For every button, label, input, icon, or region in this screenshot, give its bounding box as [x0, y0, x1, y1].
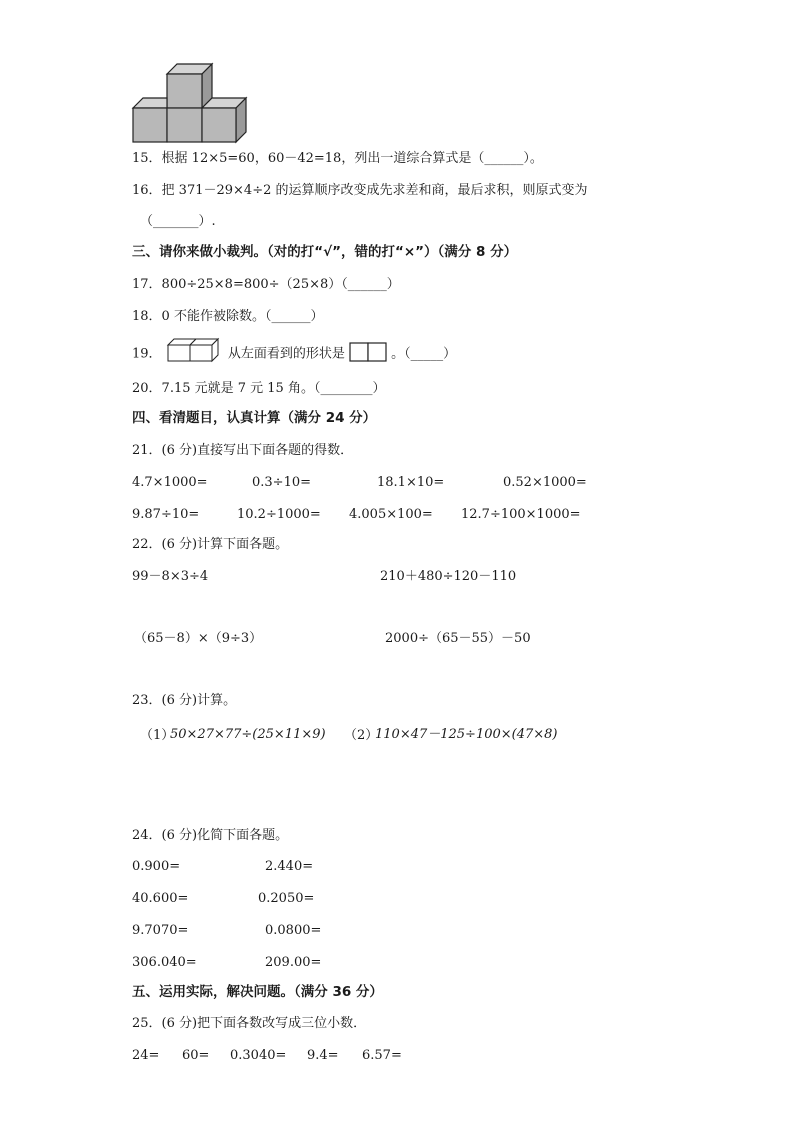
- section-5-heading: 五、运用实际，解决问题。（满分 36 分）: [132, 984, 383, 1000]
- question-16-line2: （_______）.: [140, 214, 216, 229]
- q23-expression-2: 110×47－125÷100×(47×8): [375, 727, 558, 742]
- two-cubes-figure: [166, 337, 224, 363]
- q24-item: 40.600=: [132, 891, 189, 906]
- question-15: 15．根据 12×5=60，60－42=18，列出一道综合算式是（______）。: [132, 151, 543, 166]
- left-view-shape: [349, 342, 387, 362]
- stacked-cubes-figure: [130, 62, 250, 144]
- q22-item: （65－8）×（9÷3）: [134, 631, 263, 646]
- q22-item: 2000÷（65－55）－50: [385, 631, 531, 646]
- q21-item: 10.2÷1000=: [237, 507, 321, 522]
- question-24: 24．(6 分)化简下面各题。: [132, 828, 289, 843]
- q23-label-2: （2）: [344, 728, 379, 743]
- q21-item: 4.005×100=: [349, 507, 433, 522]
- question-17: 17．800÷25×8=800÷（25×8）（______）: [132, 277, 400, 292]
- q23-label-1: （1）: [140, 728, 175, 743]
- question-20: 20．7.15 元就是 7 元 15 角。（________）: [132, 381, 386, 396]
- question-22: 22．(6 分)计算下面各题。: [132, 537, 289, 552]
- q21-item: 12.7÷100×1000=: [461, 507, 581, 522]
- question-19-suffix: 。（_____）: [391, 346, 457, 362]
- q21-item: 0.3÷10=: [252, 475, 312, 490]
- q24-item: 209.00=: [265, 955, 322, 970]
- q23-expression-1: 50×27×77÷(25×11×9): [170, 727, 326, 742]
- q25-item: 24=: [132, 1048, 160, 1063]
- section-4-heading: 四、看清题目，认真计算（满分 24 分）: [132, 410, 377, 426]
- question-19: [132, 345, 456, 363]
- question-23: 23．(6 分)计算。: [132, 693, 237, 708]
- question-19-mid: 从左面看到的形状是: [227, 346, 345, 362]
- q22-item: 99－8×3÷4: [132, 569, 209, 584]
- question-19-prefix: 19．: [132, 346, 162, 362]
- q21-item: 9.87÷10=: [132, 507, 200, 522]
- q25-item: 0.3040=: [230, 1048, 287, 1063]
- question-16-line1: 16．把 371－29×4÷2 的运算顺序改变成先求差和商，最后求积，则原式变为: [132, 183, 588, 198]
- question-18: 18．0 不能作被除数。（______）: [132, 309, 324, 324]
- section-3-heading: 三、请你来做小裁判。（对的打“√”，错的打“×”）（满分 8 分）: [132, 244, 518, 260]
- q24-item: 0.2050=: [258, 891, 315, 906]
- q24-item: 0.0800=: [265, 923, 322, 938]
- q25-item: 6.57=: [362, 1048, 402, 1063]
- question-21: 21．(6 分)直接写出下面各题的得数．: [132, 443, 354, 458]
- q24-item: 0.900=: [132, 859, 181, 874]
- q24-item: 306.040=: [132, 955, 197, 970]
- q21-item: 0.52×1000=: [503, 475, 587, 490]
- q25-item: 9.4=: [307, 1048, 339, 1063]
- q25-item: 60=: [182, 1048, 210, 1063]
- q24-item: 2.440=: [265, 859, 314, 874]
- q21-item: 18.1×10=: [377, 475, 445, 490]
- q22-item: 210＋480÷120－110: [380, 569, 517, 584]
- question-25: 25．(6 分)把下面各数改写成三位小数．: [132, 1016, 367, 1031]
- q21-item: 4.7×1000=: [132, 475, 208, 490]
- q24-item: 9.7070=: [132, 923, 189, 938]
